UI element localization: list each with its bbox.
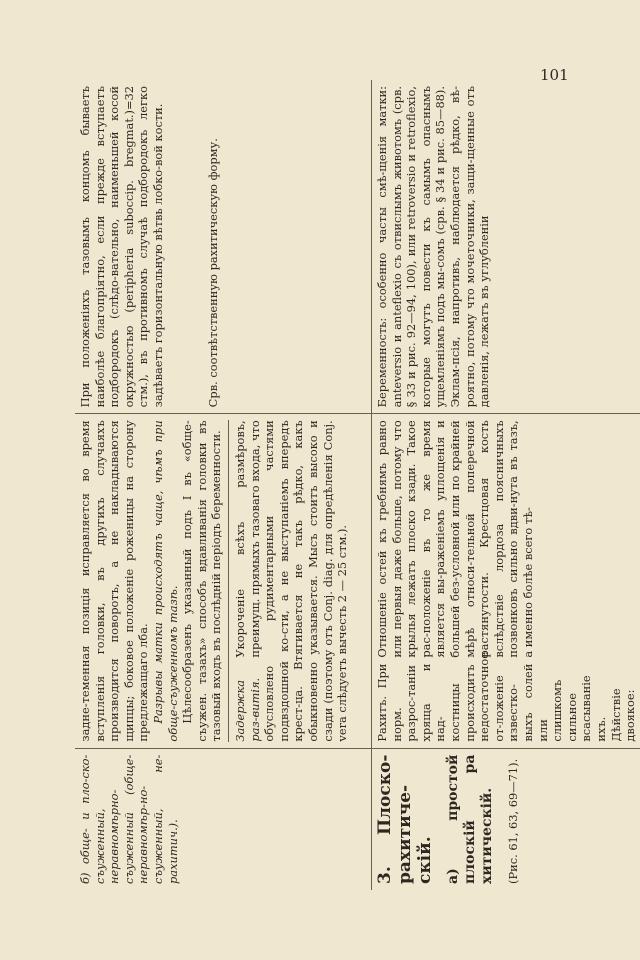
- right-cell-bottom: [372, 80, 640, 414]
- mid-cell-bottom: [372, 414, 640, 748]
- rach-text: Отношеніе остей къ гребнямъ равно или первыя даже больше, потому что крылья лежатъ плоско кзади. Такое рас-положеніе въ то же время является вы-раженіемъ уплощенія и большей без-условной или по крайней мѣрѣ относи-тельной поперечной растянутости. Крестцовая кость вслѣдствіе лордоза поясничныхъ позвонковъ сильно вдви-нута въ тазъ, а именно болѣе всего тѣ-: [375, 420, 535, 658]
- right-cell-top: [75, 80, 372, 414]
- refs: (Рис. 61, 63, 69—71).: [506, 758, 520, 884]
- page-number: 101: [540, 66, 569, 84]
- content-table: [75, 80, 640, 890]
- right-p2: Срв. соотвѣтственную рахитическую форму.: [205, 138, 220, 408]
- delay-text: Укороченіе всѣхъ размѣровъ, преимущ. прямыхъ тазоваго входа, что обусловлено рудиментарными частями подвздошной ко-сти, а не выступаніемъ впередъ крест-ца. Втягивается не такъ рѣдко, какъ обыкновенно указывается. Мысъ стоитъ высоко и сзади (поэтому отъ Conj. diag. для опредѣленія Conj. vera слѣдуетъ вычесть 2 — 25 стм.).: [232, 420, 350, 742]
- right-p3: Беременность: особенно часты смѣ-щенія матки: anteversio и anteflexio съ отвислымъ животомъ (срв. § 33 и рис. 92—94, 100), или retroversio и retroflexio, которые могутъ повести къ самымъ опаснымъ ущемленіямъ подъ мы-сомъ (срв. § 34 и рис. 85—88). Эклам-псія, напротивъ, наблюдается рѣдко, вѣ-роятно, потому что мочеточники, защи-щенные отъ давленія, лежатъ въ углубленіи: [375, 86, 492, 408]
- right-p1: При положеніяхъ тазовымъ концомъ бываетъ наиболѣе благопріятно, если прежде вступаетъ подбородокъ (слѣдо-вательно, наименьшей косой окружностью (peripheria suboccip. bregmat.)=32 стм.), въ противномъ случаѣ подбородокъ легко задѣваетъ горизонтальную вѣтвь лобко-вой кости.: [78, 86, 165, 408]
- delay-label: Задержка раз-витія.: [232, 677, 262, 742]
- mid-p2: Разрывы матки происходятъ чаще, чѣмъ при обще-съуженномъ тазѣ.: [150, 420, 180, 742]
- a-title: а) простой плоскій ра хитическій.: [445, 754, 495, 884]
- rotated-table: [75, 80, 638, 890]
- left-cell-top: [75, 748, 372, 890]
- delay-block: [228, 420, 350, 741]
- mid-cell-top: [75, 414, 372, 748]
- h3-title: 3. Плоско-рахитиче-скій.: [375, 754, 435, 884]
- mid-p3: Цѣлесообразенъ указанный подъ I въ «обще-съужен. тазахъ» способъ вдавливанія головки въ тазовый входъ въ послѣдній періодъ беременности.: [180, 420, 224, 742]
- rach-label: Рахитъ. При норм. разрос-таніи хряща и над-костницы происходитъ недостаточное от-ложеніе известко-выхъ солей или слишкомъ сильное всасываніе ихъ. Дѣйствіе двоякое:: [375, 652, 638, 742]
- left-cell-bottom: [372, 748, 640, 890]
- b-title: б) обще- и пло-ско-съуженный, неравномѣрно-съуженный (обще-неравномѣр-но-съуженный, не-рахитич.).: [78, 754, 180, 884]
- mid-p1: задне-теменная позиція исправляется во время вступленія головки, въ другихъ случаяхъ производится поворотъ, а не накладываются щипцы; боковое положеніе роженицы на сторону предлежащаго лба.: [78, 420, 151, 742]
